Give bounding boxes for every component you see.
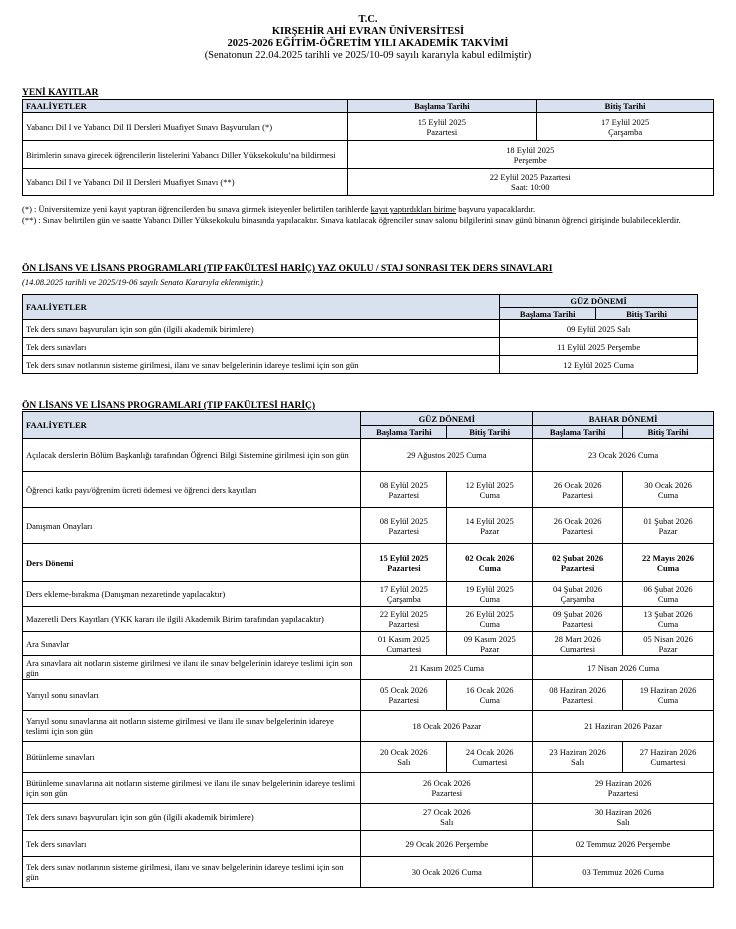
spring-end-cell: 01 Şubat 2026 Pazar <box>623 508 714 544</box>
date-cell: 17 Eylül 2025 Çarşamba <box>537 113 714 141</box>
fall-end-cell: 09 Kasım 2025 Pazar <box>447 632 533 656</box>
table-row <box>23 439 714 472</box>
programs-calendar-table <box>22 411 714 888</box>
fall-date-cell: 29 Ocak 2026 Perşembe <box>361 831 533 857</box>
spring-start-cell: 02 Şubat 2026 Pazartesi <box>533 544 623 582</box>
spring-end-cell: 22 Mayıs 2026 Cuma <box>623 544 714 582</box>
spring-date-cell: 29 Haziran 2026 Pazartesi <box>533 773 714 804</box>
col-activity: FAALİYETLER <box>23 412 361 439</box>
table-row <box>23 113 714 141</box>
spring-end-cell: 13 Şubat 2026 Cuma <box>623 607 714 632</box>
activity-cell: Tek ders sınavı başvuruları için son gün (ilgili akademik birimlere) <box>23 320 500 338</box>
footnote-1: (*) : Üniversitemize yeni kayıt yaptıran öğrencilerden bu sınava girmek isteyenler belirtilen tarihlerde kayıt yaptırdıkları birime başvuru yapacaklardır. <box>22 204 536 214</box>
footnotes <box>22 204 712 226</box>
table-row <box>23 356 698 374</box>
fall-start-cell: 01 Kasım 2025 Cumartesi <box>361 632 447 656</box>
col-spring-term: BAHAR DÖNEMİ <box>533 412 714 426</box>
fall-start-cell: 05 Ocak 2026 Pazartesi <box>361 680 447 711</box>
spring-start-cell: 28 Mart 2026 Cumartesi <box>533 632 623 656</box>
fall-start-cell: 08 Eylül 2025 Pazartesi <box>361 472 447 508</box>
section-new-registrations-title: YENİ KAYITLAR <box>22 88 99 98</box>
fall-start-cell: 08 Eylül 2025 Pazartesi <box>361 508 447 544</box>
spring-start-cell: 09 Şubat 2026 Pazartesi <box>533 607 623 632</box>
document-header <box>0 0 736 62</box>
col-activity: FAALİYETLER <box>23 100 348 113</box>
header-line-tc: T.C. <box>358 14 378 25</box>
summer-single-course-table <box>22 294 698 374</box>
spring-date-cell: 21 Haziran 2026 Pazar <box>533 711 714 742</box>
section-summer-school-note: (14.08.2025 tarihli ve 2025/19-06 sayılı Senato Kararıyla eklenmiştir.) <box>22 277 263 287</box>
date-cell: 22 Eylül 2025 Pazartesi Saat: 10:00 <box>347 169 713 196</box>
col-end-date: Bitiş Tarihi <box>537 100 714 113</box>
activity-cell: Bütünleme sınavlarına ait notların sisteme girilmesi ve ilanı ile sınav belgelerinin idareye teslimi için son gün <box>23 773 361 804</box>
activity-cell: Birimlerin sınava girecek öğrencilerin listelerini Yabancı Diller Yüksekokulu’na bildirmesi <box>23 141 348 169</box>
fall-end-cell: 16 Ocak 2026 Cuma <box>447 680 533 711</box>
col-fall-start: Başlama Tarihi <box>361 426 447 439</box>
activity-cell: Ara sınavlara ait notların sisteme girilmesi ve ilanı ile sınav belgelerinin idareye teslimi için son gün <box>23 656 361 680</box>
fall-end-cell: 02 Ocak 2026 Cuma <box>447 544 533 582</box>
fall-end-cell: 12 Eylül 2025 Cuma <box>447 472 533 508</box>
date-cell: 12 Eylül 2025 Cuma <box>500 356 698 374</box>
table-row <box>23 141 714 169</box>
col-activity: FAALİYETLER <box>23 295 500 320</box>
col-fall-term: GÜZ DÖNEMİ <box>500 295 698 308</box>
fall-date-cell: 27 Ocak 2026 Salı <box>361 804 533 831</box>
activity-cell: Ders Dönemi <box>23 544 361 582</box>
activity-cell: Ders ekleme-bırakma (Danışman nezaretinde yapılacaktır) <box>23 582 361 607</box>
activity-cell: Yarıyıl sonu sınavlarına ait notların sisteme girilmesi ve ilanı ile sınav belgelerinin idareye teslimi için son gün <box>23 711 361 742</box>
section-programs-title: ÖN LİSANS VE LİSANS PROGRAMLARI (TIP FAKÜLTESİ HARİÇ) <box>22 401 316 411</box>
fall-end-cell: 19 Eylül 2025 Cuma <box>447 582 533 607</box>
activity-cell: Danışman Onayları <box>23 508 361 544</box>
table-row <box>23 773 714 804</box>
spring-start-cell: 26 Ocak 2026 Pazartesi <box>533 472 623 508</box>
fall-end-cell: 24 Ocak 2026 Cumartesi <box>447 742 533 773</box>
table-row <box>23 804 714 831</box>
table-row <box>23 169 714 196</box>
col-end-date: Bitiş Tarihi <box>596 308 698 320</box>
date-cell: 11 Eylül 2025 Perşembe <box>500 338 698 356</box>
spring-date-cell: 02 Temmuz 2026 Perşembe <box>533 831 714 857</box>
table-row <box>23 632 714 656</box>
fall-date-cell: 26 Ocak 2026 Pazartesi <box>361 773 533 804</box>
date-cell: 09 Eylül 2025 Salı <box>500 320 698 338</box>
activity-cell: Tek ders sınavları <box>23 831 361 857</box>
table-row <box>23 338 698 356</box>
fall-date-cell: 21 Kasım 2025 Cuma <box>361 656 533 680</box>
table-row <box>23 711 714 742</box>
spring-start-cell: 08 Haziran 2026 Pazartesi <box>533 680 623 711</box>
table-row <box>23 508 714 544</box>
table-row <box>23 831 714 857</box>
activity-cell: Tek ders sınav notlarının sisteme girilmesi, ilanı ve sınav belgelerinin idareye teslimi için son gün <box>23 356 500 374</box>
header-senate-note: (Senatonun 22.04.2025 tarihli ve 2025/10-09 sayılı kararıyla kabul edilmiştir) <box>204 50 532 61</box>
table-row <box>23 680 714 711</box>
footnote-2: (**) : Sınav belirtilen gün ve saatte Yabancı Diller Yüksekokulu binasında yapılacaktır. Sınava katılacak öğrenciler sınav salonu bilgilerini sınav günü binanın öğrenci girişinde bulabileceklerdir. <box>22 215 681 225</box>
col-start-date: Başlama Tarihi <box>500 308 596 320</box>
table-row <box>23 472 714 508</box>
activity-cell: Mazeretli Ders Kayıtları (YKK kararı ile ilgili Akademik Birim tarafından yapılacaktır) <box>23 607 361 632</box>
activity-cell: Yabancı Dil I ve Yabancı Dil II Dersleri Muafiyet Sınavı Başvuruları (*) <box>23 113 348 141</box>
fall-start-cell: 22 Eylül 2025 Pazartesi <box>361 607 447 632</box>
header-university: KIRŞEHİR AHİ EVRAN ÜNİVERSİTESİ <box>271 26 465 37</box>
fall-start-cell: 17 Eylül 2025 Çarşamba <box>361 582 447 607</box>
activity-cell: Tek ders sınavı başvuruları için son gün (ilgili akademik birimlere) <box>23 804 361 831</box>
fall-date-cell: 30 Ocak 2026 Cuma <box>361 857 533 888</box>
spring-start-cell: 23 Haziran 2026 Salı <box>533 742 623 773</box>
spring-end-cell: 06 Şubat 2026 Cuma <box>623 582 714 607</box>
spring-start-cell: 26 Ocak 2026 Pazartesi <box>533 508 623 544</box>
spring-end-cell: 05 Nisan 2026 Pazar <box>623 632 714 656</box>
date-cell: 18 Eylül 2025 Perşembe <box>347 141 713 169</box>
spring-date-cell: 17 Nisan 2026 Cuma <box>533 656 714 680</box>
new-registrations-table <box>22 99 714 196</box>
activity-cell: Öğrenci katkı payı/öğrenim ücreti ödemesi ve öğrenci ders kayıtları <box>23 472 361 508</box>
fall-date-cell: 29 Ağustos 2025 Cuma <box>361 439 533 472</box>
fall-start-cell: 15 Eylül 2025 Pazartesi <box>361 544 447 582</box>
spring-end-cell: 27 Haziran 2026 Cumartesi <box>623 742 714 773</box>
table-row <box>23 857 714 888</box>
activity-cell: Bütünleme sınavları <box>23 742 361 773</box>
spring-date-cell: 30 Haziran 2026 Salı <box>533 804 714 831</box>
table-row <box>23 742 714 773</box>
col-fall-end: Bitiş Tarihi <box>447 426 533 439</box>
header-calendar-title: 2025-2026 EĞİTİM-ÖĞRETİM YILI AKADEMİK TAKVİMİ <box>227 38 509 49</box>
spring-date-cell: 23 Ocak 2026 Cuma <box>533 439 714 472</box>
fall-date-cell: 18 Ocak 2026 Pazar <box>361 711 533 742</box>
activity-cell: Yabancı Dil I ve Yabancı Dil II Dersleri Muafiyet Sınavı (**) <box>23 169 348 196</box>
section-summer-school-title: ÖN LİSANS VE LİSANS PROGRAMLARI (TIP FAKÜLTESİ HARİÇ) YAZ OKULU / STAJ SONRASI TEK DERS SINAVLARI <box>22 264 553 274</box>
col-start-date: Başlama Tarihi <box>347 100 537 113</box>
spring-start-cell: 04 Şubat 2026 Çarşamba <box>533 582 623 607</box>
activity-cell: Açılacak derslerin Bölüm Başkanlığı tarafından Öğrenci Bilgi Sistemine girilmesi için son gün <box>23 439 361 472</box>
activity-cell: Ara Sınavlar <box>23 632 361 656</box>
date-cell: 15 Eylül 2025 Pazartesi <box>347 113 537 141</box>
col-fall-term: GÜZ DÖNEMİ <box>361 412 533 426</box>
spring-end-cell: 30 Ocak 2026 Cuma <box>623 472 714 508</box>
activity-cell: Yarıyıl sonu sınavları <box>23 680 361 711</box>
activity-cell: Tek ders sınav notlarının sisteme girilmesi, ilanı ve sınav belgelerinin idareye teslimi için son gün <box>23 857 361 888</box>
col-spring-start: Başlama Tarihi <box>533 426 623 439</box>
table-row <box>23 656 714 680</box>
table-row <box>23 607 714 632</box>
col-spring-end: Bitiş Tarihi <box>623 426 714 439</box>
table-row <box>23 320 698 338</box>
activity-cell: Tek ders sınavları <box>23 338 500 356</box>
spring-end-cell: 19 Haziran 2026 Cuma <box>623 680 714 711</box>
fall-end-cell: 26 Eylül 2025 Cuma <box>447 607 533 632</box>
fall-end-cell: 14 Eylül 2025 Pazar <box>447 508 533 544</box>
table-row <box>23 582 714 607</box>
table-row <box>23 544 714 582</box>
spring-date-cell: 03 Temmuz 2026 Cuma <box>533 857 714 888</box>
fall-start-cell: 20 Ocak 2026 Salı <box>361 742 447 773</box>
